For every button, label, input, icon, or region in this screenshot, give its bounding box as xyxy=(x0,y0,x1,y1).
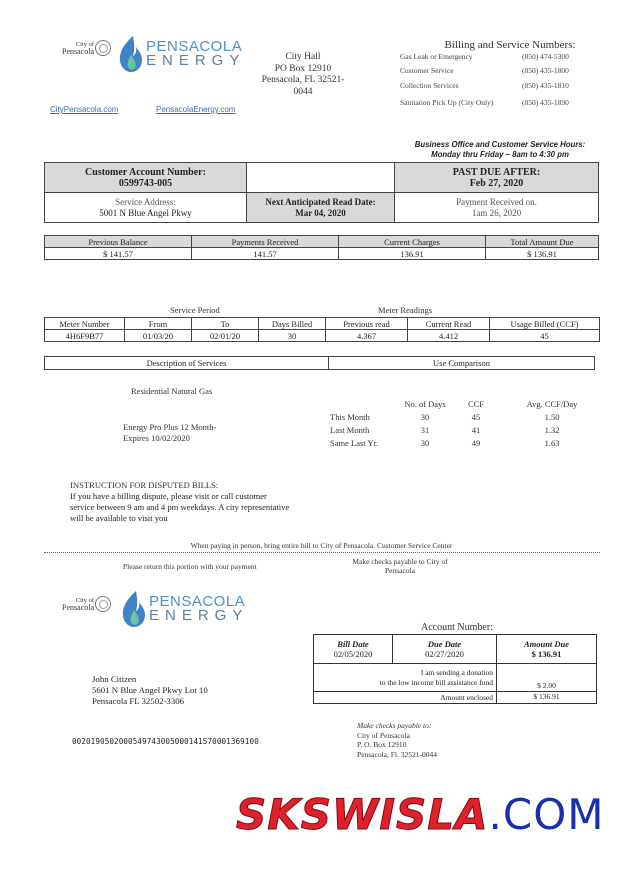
city-pensacola-link[interactable]: CityPensacola.com xyxy=(50,105,119,114)
col-header xyxy=(330,398,400,411)
remit-line: Pensacola, Fl. 32521-0044 xyxy=(357,749,437,759)
billing-title: Billing and Service Numbers: xyxy=(444,39,576,51)
dispute-instructions xyxy=(70,480,289,524)
city-logo-line1: City of xyxy=(75,597,94,604)
payment-received-date: 1am 26, 2020 xyxy=(471,207,522,218)
payments-received-value: 141.57 xyxy=(192,248,339,260)
billing-numbers xyxy=(400,39,600,107)
col-header: Previous read xyxy=(326,318,408,330)
amount-due-label: Amount Due xyxy=(523,639,570,649)
avg-ccf-day: 1.63 xyxy=(544,438,560,448)
pensacola-energy-logo-stub xyxy=(122,590,248,628)
checks-payable-note xyxy=(340,557,460,575)
account-summary-table xyxy=(44,162,599,223)
col-header: From xyxy=(125,318,192,330)
billing-number: (850) 474-5300 xyxy=(522,52,569,61)
flame-icon xyxy=(122,590,146,628)
meter-number-value: 4H6F9B77 xyxy=(45,330,125,342)
bill-date-value: 02/05/2020 xyxy=(333,649,373,659)
city-seal-icon xyxy=(95,40,111,56)
donation-amount-input[interactable]: $ 2.00 xyxy=(497,664,597,692)
plan-description xyxy=(123,422,216,444)
days: 31 xyxy=(420,425,430,435)
billing-number: (850) 435-1890 xyxy=(522,98,569,107)
city-logo-line2: Pensacola xyxy=(62,603,94,612)
donation-line: I am sending a donation xyxy=(420,667,493,677)
billing-label: Collection Services xyxy=(400,81,459,90)
due-date-label: Due Date xyxy=(427,639,462,649)
watermark xyxy=(236,790,605,839)
hours-line: Monday thru Friday – 8am to 4:30 pm xyxy=(431,150,569,159)
usage-billed-value: 45 xyxy=(490,330,600,342)
comparison-row xyxy=(330,437,602,450)
account-number-value: 0599743-005 xyxy=(118,177,173,189)
col-header: Current Read xyxy=(408,318,490,330)
period: Same Last Yr. xyxy=(330,438,379,448)
billing-number: (850) 435-1800 xyxy=(522,66,569,75)
days: 30 xyxy=(420,438,430,448)
col-header: Usage Billed (CCF) xyxy=(490,318,600,330)
remit-title: Make checks payable to: xyxy=(357,721,432,730)
col-header: Total Amount Due xyxy=(486,236,599,248)
ccf: 41 xyxy=(471,425,481,435)
watermark-red-text: SKSWISLA xyxy=(236,790,489,839)
ccf: 49 xyxy=(471,438,481,448)
from-date-value: 01/03/20 xyxy=(125,330,192,342)
billing-row xyxy=(400,52,600,66)
days-billed-value: 30 xyxy=(259,330,326,342)
use-comparison-header: Use Comparison xyxy=(329,357,595,370)
bill-date-label: Bill Date xyxy=(337,639,369,649)
city-logo-line1: City of xyxy=(75,41,94,48)
current-charges-value: 136.91 xyxy=(339,248,486,260)
payment-received-cell xyxy=(395,193,599,223)
note-line: Make checks payable to City of xyxy=(352,557,448,566)
city-of-pensacola-logo xyxy=(62,40,111,56)
logo-word-energy: ENERGY xyxy=(149,607,249,624)
flame-icon xyxy=(119,35,143,73)
city-of-pensacola-logo-stub xyxy=(62,596,111,612)
stub-account-number-label: Account Number: xyxy=(421,622,493,633)
next-read-label: Next Anticipated Read Date: xyxy=(265,196,376,207)
dispute-line: will be available to visit you xyxy=(70,513,168,523)
to-date-value: 02/01/20 xyxy=(192,330,259,342)
description-of-services-header: Description of Services xyxy=(45,357,329,370)
col-header: No. of Days xyxy=(404,399,446,409)
plan-line: Expires 10/02/2020 xyxy=(123,433,190,443)
dispute-line: service between 9 am and 4 pm weekdays. A city representative xyxy=(70,502,290,512)
plan-line: Energy Pro Plus 12 Month- xyxy=(123,422,217,432)
customer-mailing-address xyxy=(92,674,208,707)
donation-line: to the low income bill assistance fund xyxy=(379,677,493,687)
days: 30 xyxy=(420,412,430,422)
dispute-title: INSTRUCTION FOR DISPUTED BILLS: xyxy=(70,480,219,490)
col-header: Payments Received xyxy=(192,236,339,248)
account-number-cell xyxy=(45,163,247,193)
logo-word-pensacola: PENSACOLA xyxy=(146,38,243,55)
bill-date-cell xyxy=(314,635,393,664)
due-date-value: 02/27/2020 xyxy=(425,649,464,659)
pensacola-energy-logo xyxy=(119,35,245,73)
return-portion-note: Please return this portion with your payment xyxy=(123,562,257,571)
period: Last Month xyxy=(330,425,370,435)
col-header: To xyxy=(192,318,259,330)
office-hours xyxy=(400,140,600,160)
address-line: Pensacola, FL 32521- xyxy=(261,75,345,85)
col-header: Current Charges xyxy=(339,236,486,248)
use-comparison-table xyxy=(330,398,602,450)
remit-address xyxy=(357,721,437,759)
balance-table xyxy=(44,235,599,260)
tear-line xyxy=(44,552,600,553)
next-read-date: Mar 04, 2020 xyxy=(295,207,346,218)
meter-table xyxy=(44,317,600,342)
payment-stub-table xyxy=(313,634,597,704)
period: This Month xyxy=(330,412,370,422)
amount-enclosed-input[interactable]: $ 136.91 xyxy=(497,692,597,704)
amount-due-cell xyxy=(497,635,597,664)
address-line: City Hall xyxy=(285,52,321,62)
current-read-value: 4.412 xyxy=(408,330,490,342)
billing-number: (850) 435-1810 xyxy=(522,81,569,90)
comparison-row xyxy=(330,411,602,424)
billing-row xyxy=(400,81,600,98)
city-seal-icon xyxy=(95,596,111,612)
empty-cell xyxy=(247,163,395,193)
col-header: Meter Number xyxy=(45,318,125,330)
pay-in-person-note: When paying in person, bring entire bill to City of Pensacola. Customer Service Center xyxy=(190,541,453,550)
billing-row xyxy=(400,98,600,107)
watermark-blue-text: .COM xyxy=(488,790,605,839)
billing-label: Customer Service xyxy=(400,66,454,75)
avg-ccf-day: 1.50 xyxy=(544,412,560,422)
billing-label: Sanitation Pick Up (City Only) xyxy=(400,98,494,107)
pensacola-energy-link[interactable]: PensacolaEnergy.com xyxy=(156,105,236,114)
customer-city: Pensacola FL 32502-3306 xyxy=(92,696,185,706)
service-name: Residential Natural Gas xyxy=(131,386,213,396)
city-logo-line2: Pensacola xyxy=(62,47,94,56)
remit-line: City of Pensacola xyxy=(357,730,410,740)
comparison-row xyxy=(330,424,602,437)
payment-received-label: Payment Received on. xyxy=(456,196,537,207)
avg-ccf-day: 1.32 xyxy=(544,425,560,435)
past-due-label: PAST DUE AFTER: xyxy=(452,166,541,178)
donation-cell xyxy=(314,664,497,692)
ccf: 45 xyxy=(471,412,481,422)
meter-readings-header: Meter Readings xyxy=(378,305,433,315)
amount-due-value: $ 136.91 xyxy=(531,649,562,659)
services-header-table xyxy=(44,356,595,370)
billing-row xyxy=(400,66,600,81)
hours-line: Business Office and Customer Service Hours: xyxy=(414,140,586,149)
next-read-cell xyxy=(247,193,395,223)
ocr-scanline: 002019050200054974300500014157000136910​0 xyxy=(72,737,259,746)
address-line: PO Box 12910 xyxy=(274,63,332,74)
previous-balance-value: $ 141.57 xyxy=(45,248,192,260)
logo-word-energy: ENERGY xyxy=(146,52,246,69)
service-address-cell xyxy=(45,193,247,223)
city-hall-address xyxy=(253,52,353,98)
col-header: Days Billed xyxy=(259,318,326,330)
due-date-cell xyxy=(393,635,497,664)
customer-street: 5601 N Blue Angel Pkwy Lot 10 xyxy=(92,685,208,695)
note-line: Pensacola xyxy=(385,566,415,575)
past-due-date: Feb 27, 2020 xyxy=(469,177,524,189)
total-amount-due-value: $ 136.91 xyxy=(486,248,599,260)
billing-label: Gas Leak or Emergency xyxy=(400,52,473,61)
amount-enclosed-label: Amount enclosed xyxy=(314,692,497,704)
col-header: CCF xyxy=(467,399,485,409)
customer-name: John Citizen xyxy=(92,674,137,684)
service-period-header: Service Period xyxy=(170,305,220,315)
service-address-label: Service Address: xyxy=(115,196,176,207)
service-address-value: 5001 N Blue Angel Pkwy xyxy=(99,207,192,218)
remit-line: P. O. Box 12910 xyxy=(357,740,407,749)
col-header: Previous Balance xyxy=(45,236,192,248)
account-number-label: Customer Account Number: xyxy=(85,166,206,178)
address-line: 0044 xyxy=(293,86,313,97)
col-header: Avg. CCF/Day xyxy=(526,399,578,409)
past-due-cell xyxy=(395,163,599,193)
previous-read-value: 4.367 xyxy=(326,330,408,342)
dispute-line: If you have a billing dispute, please visit or call customer xyxy=(70,491,267,501)
logo-word-pensacola: PENSACOLA xyxy=(149,593,246,610)
